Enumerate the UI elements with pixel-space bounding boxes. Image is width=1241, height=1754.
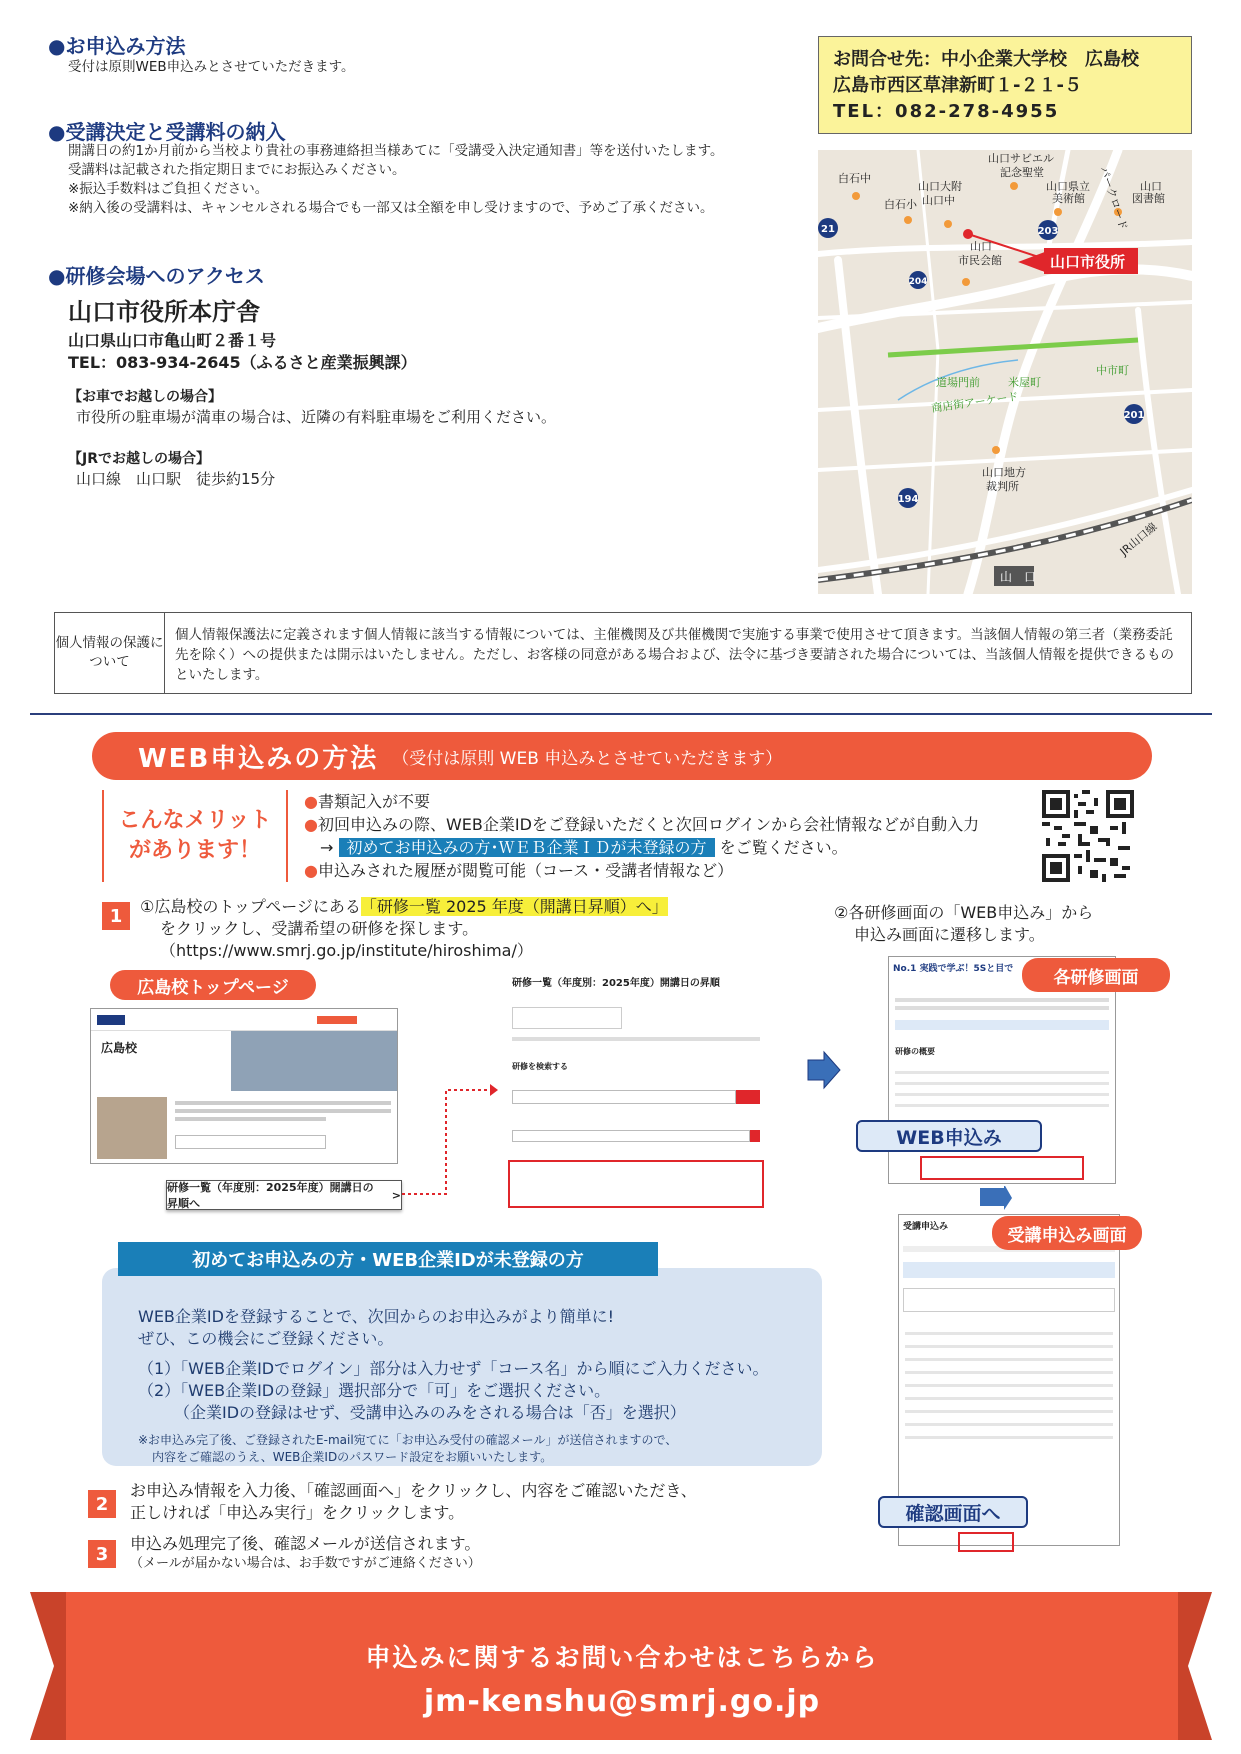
map-label: JR山口線	[1117, 520, 1160, 559]
footer-banner	[66, 1592, 1178, 1740]
decision-line: ※振込手数料はご負担ください。	[68, 181, 269, 197]
registration-tab: 初めてお申込みの方・WEB企業IDが未登録の方	[118, 1242, 658, 1276]
step-1-highlight: 「研修一覧 2025 年度（開講日昇順）へ」	[360, 897, 668, 916]
decision-line: 開講日の約1か月前から当校より貴社の事務連絡担当様あてに「受講受入決定通知書」等を送付いたします。	[68, 143, 724, 159]
register-item: （1）「WEB企業IDでログイン」部分は入力せず「コース名」から順にご入力ください。	[138, 1359, 769, 1378]
decision-line: ※納入後の受講料は、キャンセルされる場合でも一部又は全額を申し受けますので、予めご了承ください。	[68, 200, 714, 216]
contact-school: お問合せ先：中小企業大学校 広島校	[833, 49, 1139, 70]
contact-box	[818, 36, 1192, 134]
contact-tel: TEL：082-278-4955	[833, 101, 1060, 122]
privacy-table	[54, 612, 1192, 694]
register-line: WEB企業IDを登録することで、次回からのお申込みがより簡単に!	[138, 1307, 615, 1326]
register-item: （2）「WEB企業IDの登録」選択部分で「可」をご選択ください。	[138, 1381, 611, 1400]
map-label: 山口サビエル	[988, 152, 1054, 165]
privacy-label: 個人情報の保護について	[55, 613, 165, 693]
web-apply-button[interactable]: WEB申込み	[856, 1120, 1042, 1152]
venue-name: 山口市役所本庁舎	[68, 298, 260, 326]
venue-tel: TEL：083-934-2645（ふるさと産業振興課）	[68, 353, 417, 372]
map-label: 記念聖堂	[1000, 166, 1044, 179]
map-label: 裁判所	[986, 480, 1019, 493]
map-route: 21	[821, 224, 835, 235]
merit-item: → 初めてお申込みの方･ＷＥＢ企業ＩＤが未登録の方 をご覧ください。	[320, 838, 848, 857]
car-heading: 【お車でお越しの場合】	[68, 389, 222, 405]
map-route: 201	[1123, 410, 1145, 421]
list-page-screenshot	[508, 970, 764, 1226]
register-note: ※お申込み完了後、ご登録されたE-mail宛てに「お申込み受付の確認メール」が送信されますので、	[138, 1433, 678, 1447]
step-3-text: 申込み処理完了後、確認メールが送信されます。 （メールが届かない場合は、お手数ですがご連絡ください）	[130, 1534, 481, 1571]
merit-item: ●初回申込みの際、WEB企業IDをご登録いただくと次回ログインから会社情報などが自動入力	[304, 815, 980, 834]
top-page-title: 広島校	[101, 1041, 138, 1055]
contact-address: 広島市西区草津新町１-２１-５	[833, 75, 1082, 96]
course-outline: 研修の概要	[895, 1047, 935, 1056]
merit-item: ●書類記入が不要	[304, 792, 430, 811]
access-heading: ●研修会場へのアクセス	[48, 264, 265, 288]
map-label: 山口地方	[982, 466, 1026, 479]
merit-list	[304, 790, 1044, 882]
map-label: パークロード	[1097, 164, 1130, 232]
decision-line: 受講料は記載された指定期日までにお振込みください。	[68, 162, 406, 178]
privacy-text: 個人情報保護法に定義されます個人情報に該当する情報については、主催機関及び共催機関で実施する事業で使用させて頂きます。当該個人情報の第三者（業務委託先を除く）への提供または開示はいたしません。ただし、お客様の同意がある場合および、法令に基づき要請された場合については、当該個人情報を提供できるものといたします。	[175, 627, 1174, 683]
step-2-badge: 2	[88, 1490, 116, 1518]
register-line: ぜひ、この機会にご登録ください。	[138, 1329, 394, 1348]
car-text: 市役所の駐車場が満車の場合は、近隣の有料駐車場をご利用ください。	[76, 408, 557, 426]
right-arrow-icon	[806, 1050, 842, 1090]
apply-heading: ●お申込み方法	[48, 34, 186, 58]
step-1b-text: ②各研修画面の「WEB申込み」から 申込み画面に遷移します。	[834, 903, 1094, 944]
course-title: No.1 実践で学ぶ！5Sと目で	[893, 964, 1014, 974]
map-label: 中市町	[1096, 364, 1129, 377]
top-page-screenshot	[90, 1008, 398, 1164]
access-map	[818, 150, 1192, 594]
qr-code-icon[interactable]	[1042, 790, 1134, 882]
jr-heading: 【JRでお越しの場合】	[68, 451, 210, 467]
map-city-hall: 山口市役所	[1050, 253, 1126, 271]
venue-address: 山口県山口市亀山町２番１号	[68, 331, 277, 350]
first-time-link[interactable]: 初めてお申込みの方･ＷＥＢ企業ＩＤが未登録の方	[339, 838, 715, 857]
web-apply-highlight	[920, 1156, 1084, 1180]
step-2-text: お申込み情報を入力後、「確認画面へ」をクリックし、内容をご確認いただき、 正しければ「申込み実行」をクリックします。	[130, 1481, 697, 1522]
map-label: 道場門前	[936, 376, 980, 389]
map-label: 山口中	[922, 194, 955, 207]
map-label: 市民会館	[958, 254, 1002, 267]
map-route: 204	[908, 277, 928, 287]
map-label: 白石中	[838, 172, 871, 185]
web-method-title: WEB申込みの方法	[138, 743, 379, 774]
dotted-arrow	[400, 1080, 500, 1200]
map-label: 山口大附	[918, 180, 962, 193]
map-station: 山 口	[1000, 570, 1037, 584]
course-page-label: 各研修画面	[1022, 958, 1170, 992]
map-label: 美術館	[1052, 192, 1085, 205]
step-1-badge: 1	[102, 902, 130, 930]
confirm-highlight	[958, 1532, 1014, 1552]
jr-text: 山口線 山口駅 徒歩約15分	[76, 470, 276, 488]
registration-panel	[102, 1268, 822, 1466]
web-method-banner	[92, 732, 1152, 780]
step-1-text: ①広島校のトップページにある「研修一覧 2025 年度（開講日昇順）へ」 をクリックし、受講希望の研修を探します。 （https://www.smrj.go.jp/institute/hiroshima/）	[140, 897, 668, 960]
course-list-link-button[interactable]: 研修一覧（年度別：2025年度）開講日の昇順へ >	[167, 1181, 401, 1210]
map-label: 図書館	[1132, 192, 1165, 205]
register-item: （企業IDの登録はせず、受講申込みのみをされる場合は「否」を選択）	[174, 1403, 686, 1422]
apply-text: 受付は原則WEB申込みとさせていただきます。	[68, 59, 355, 75]
section-divider	[30, 713, 1212, 715]
search-heading: 研修を検索する	[512, 1062, 568, 1071]
web-method-subtitle: （受付は原則 WEB 申込みとさせていただきます）	[392, 748, 783, 769]
map-label: 山口	[1140, 180, 1162, 193]
list-page-title: 研修一覧（年度別：2025年度）開講日の昇順	[512, 978, 720, 989]
map-label: 山口県立	[1046, 180, 1090, 193]
decision-text	[68, 142, 808, 218]
map-label: 白石小	[884, 198, 917, 211]
map-label: 商店街アーケード	[930, 389, 1020, 415]
map-label: 米屋町	[1008, 376, 1041, 389]
merit-label-text: こんなメリットがあります！	[118, 808, 272, 863]
merit-label	[102, 790, 288, 882]
decision-heading: ●受講決定と受講料の納入	[48, 120, 286, 144]
down-arrow-icon	[974, 1186, 1014, 1212]
footer-inquiry: 申込みに関するお問い合わせはこちらから	[365, 1643, 879, 1672]
top-page-label: 広島校トップページ	[110, 970, 316, 1000]
confirm-button[interactable]: 確認画面へ	[878, 1496, 1028, 1528]
map-svg	[818, 150, 1192, 594]
map-label: 山口	[970, 240, 992, 253]
apply-page-label: 受講申込み画面	[992, 1216, 1142, 1250]
map-route: 203	[1037, 226, 1059, 237]
register-note: 内容をご確認のうえ、WEB企業IDのパスワード設定をお願いいたします。	[152, 1450, 553, 1464]
map-route: 194	[897, 494, 919, 505]
footer-email[interactable]: jm-kenshu@smrj.go.jp	[423, 1684, 821, 1719]
merit-item: ●申込みされた履歴が閲覧可能（コース・受講者情報など）	[304, 861, 734, 880]
step-3-badge: 3	[88, 1540, 116, 1568]
apply-page-title: 受講申込み	[903, 1222, 949, 1232]
